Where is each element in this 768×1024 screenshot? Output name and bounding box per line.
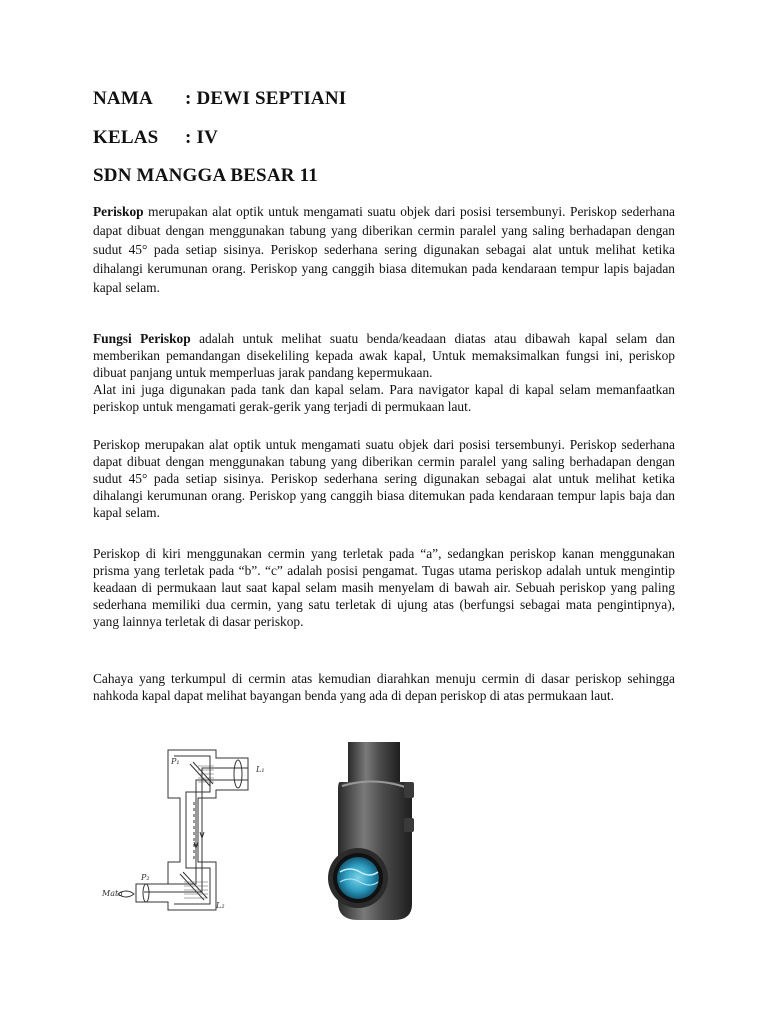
school-name: SDN MANGGA BESAR 11 — [93, 165, 318, 186]
periscope-photo — [318, 742, 468, 927]
paragraph-repeat: Periskop merupakan alat optik untuk mengamati suatu objek dari posisi tersembunyi. Periskop sederhana dapat dibuat dengan menggunakan tabung yang diberikan cermin paralel yang saling berhadapan dengan sudut 45° pada setiap sisinya. Periskop sederhana sering digunakan sebagai alat untuk melihat ketika dihalangi kerumunan orang. Periskop yang canggih biasa ditemukan pada kendaraan tempur lapis baja dan kapal selam. — [93, 437, 675, 520]
paragraph-function — [93, 330, 675, 415]
label-l2: L₂ — [216, 901, 225, 910]
term-periskop: Periskop — [93, 204, 144, 219]
name-label: NAMA — [93, 88, 153, 109]
lens-glass — [337, 857, 379, 899]
class-line — [93, 127, 218, 149]
class-value: : IV — [185, 127, 218, 148]
paragraph-definition — [93, 202, 675, 297]
label-l1: L₁ — [256, 765, 265, 774]
label-mata: Mata — [102, 889, 123, 898]
name-line — [93, 88, 346, 110]
paragraph-function-text-2: Alat ini juga digunakan pada tank dan kapal selam. Para navigator kapal di kapal selam memanfaatkan periskop untuk mengamati gerak-gerik yang terjadi di permukaan laut. — [93, 382, 675, 414]
label-p1: P₁ — [171, 757, 180, 766]
paragraph-definition-text: merupakan alat optik untuk mengamati suatu objek dari posisi tersembunyi. Periskop sederhana dapat dibuat dengan menggunakan tabung yang diberikan cermin paralel yang saling berhadapan dengan sudut 45° pada setiap sisinya. Periskop sederhana sering digunakan sebagai alat untuk melihat ketika dihalangi kerumunan orang. Periskop yang canggih biasa ditemukan pada kendaraan tempur lapis bajadan kapal selam. — [93, 204, 675, 295]
label-p2: P₂ — [141, 873, 150, 882]
periscope-diagram — [98, 742, 278, 927]
paragraph-function-text: adalah untuk melihat suatu benda/keadaan diatas atau dibawah kapal selam dan memberikan pemandangan disekeliling kepada awak kapal, Untuk memaksimalkan fungsi ini, periskop dibuat panjang untuk memperluas jarak pandang kepermukaan. — [93, 331, 675, 380]
paragraph-light-path: Cahaya yang terkumpul di cermin atas kemudian diarahkan menuju cermin di dasar periskop sehingga nahkoda kapal dapat melihat bayangan benda yang ada di depan periskop di atas permukaan laut. — [93, 671, 675, 703]
paragraph-diagram-description: Periskop di kiri menggunakan cermin yang terletak pada “a”, sedangkan periskop kanan menggunakan prisma yang terletak pada “b”. “c” adalah posisi pengamat. Tugas utama periskop adalah untuk mengintip keadaan di permukaan laut saat kapal selam masih menyelam di bawah air. Sebuah periskop yang paling sederhana memiliki dua cermin, yang satu terletak di ujung atas (berfungsi sebagai mata pengintipnya), yang lainnya terletak di dasar periskop. — [93, 546, 675, 629]
name-value: : DEWI SEPTIANI — [185, 88, 347, 109]
term-fungsi-periskop: Fungsi Periskop — [93, 331, 191, 346]
class-label: KELAS — [93, 127, 159, 148]
